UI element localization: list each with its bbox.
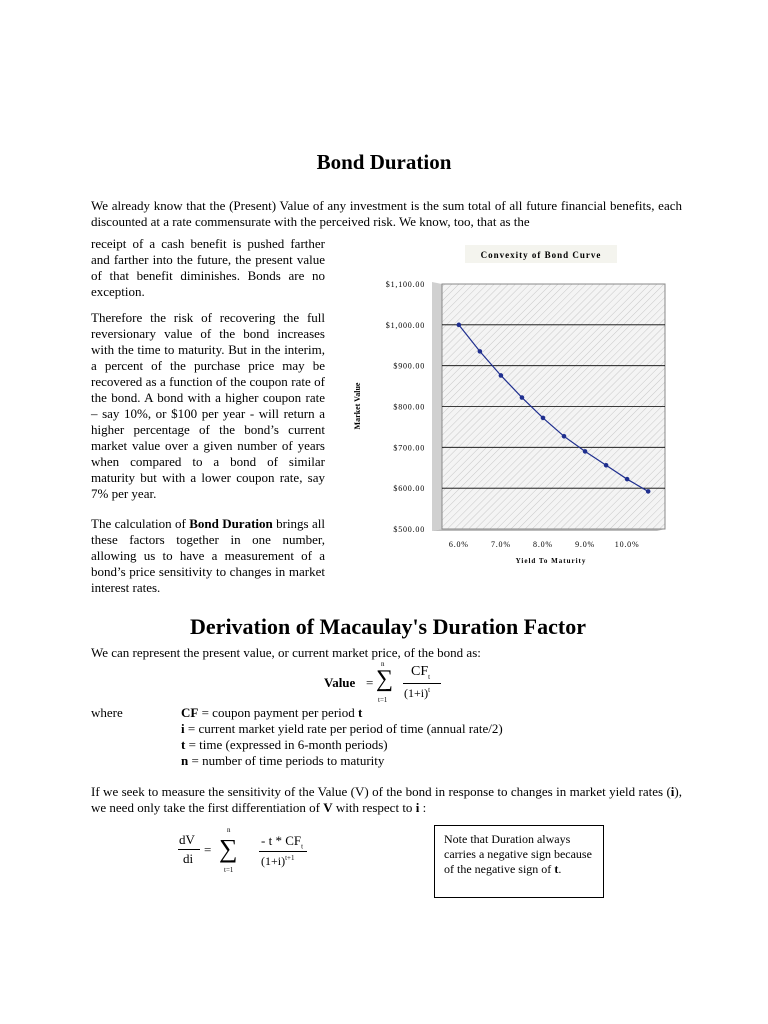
definition-t: t = time (expressed in 6-month periods) [181,737,388,752]
fraction-bar [259,851,307,852]
definition-i: i = current market yield rate per period of time (annual rate/2) [181,721,503,736]
data-point [520,395,525,400]
sum-lower: t=1 [224,866,234,874]
fraction-numerator: $CF_t$ [411,664,431,681]
y-tick-label: $500.00 [393,525,425,534]
derivative-bar [178,849,200,850]
data-point [562,434,567,439]
sensitivity-paragraph: If we seek to measure the sensitivity of the Value (V) of the bond in response to changes in market yield rates (i), we need only take the first differentiation of V with respect to i : [91,784,682,815]
y-tick-label: $600.00 [393,484,425,494]
fraction-numerator: - t * $CF_t$ [261,833,304,851]
chart-title: Convexity of Bond Curve [480,250,602,260]
note-text: Note that Duration always carries a negative sign because of the negative sign of t. [444,832,592,876]
derivative-denominator: di [183,851,194,866]
paragraph-calculation: The calculation of Bond Duration brings all these factors together in one number, allowing us to have a measurement of a bond’s price sensitivity to changes in market interest rates. [91,516,325,595]
data-point [625,477,630,482]
data-point [457,323,462,328]
where-label: where [91,705,123,720]
formula-lhs: Value [324,675,356,690]
definition-n: n = number of time periods to maturity [181,753,385,768]
x-tick-label: 7.0% [490,540,511,549]
y-tick-label: $800.00 [393,402,425,412]
data-point [583,449,588,454]
paragraph-cash-benefit: receipt of a cash benefit is pushed farther and farther into the future, the present value of that benefit diminishes. Bonds are no exception. [91,236,325,299]
y-axis-label: Market Value [353,382,362,430]
y-tick-label: $1,000.00 [385,320,425,330]
section-heading: Derivation of Macaulay's Duration Factor [190,614,586,639]
fraction-denominator: $(1+i)^t$ [404,686,431,700]
value-formula [320,660,450,710]
summation-symbol: ∑ [376,666,394,692]
data-point [478,349,483,354]
sum-upper: n [227,826,231,834]
page-title: Bond Duration [316,150,452,174]
convexity-chart [340,240,680,570]
y-tick-label: $1,100.00 [385,280,425,289]
y-tick-label: $700.00 [393,443,425,453]
plot-wall-3d [432,282,442,531]
x-tick-label: 9.0% [575,540,595,549]
x-tick-label: 8.0% [533,540,553,549]
x-tick-label: 6.0% [448,540,469,549]
x-tick-label: 10.0% [614,540,640,549]
data-point [604,463,609,468]
represent-text: We can represent the present value, or current market price, of the bond as: [91,645,481,660]
data-point [646,489,651,494]
paragraph-risk: Therefore the risk of recovering the full reversionary value of the bond increases with the time to maturity. But in the interim, a percent of the purchase price may be recovered as a function of the coupon rate of the bond. A bond with a higher coupon rate – say 10%, or $100 per year - will return a higher percentage of the bond’s current market value over a given number of years when compared to a bond of similar maturity but with a lower coupon rate, say 7% per year. [91,310,325,501]
x-axis-label: Yield To Maturity [515,557,587,565]
x-axis-ticks [449,540,640,549]
sum-lower: t=1 [378,696,388,704]
definition-cf: CF = coupon payment per period t [181,705,363,720]
fraction-bar [403,683,441,684]
summation-symbol: ∑ [219,834,238,863]
y-axis-ticks [386,280,425,534]
data-point [541,416,546,421]
derivative-formula [175,826,325,878]
fraction-denominator: $(1+i)^{t+1}$ [261,854,295,868]
y-tick-label: $900.00 [393,361,425,371]
formula-equals: = [204,842,212,857]
formula-equals: = [366,675,374,690]
derivative-numerator: dV [179,832,195,847]
sum-upper: n [381,660,385,668]
data-point [499,373,504,378]
intro-paragraph: We already know that the (Present) Value of any investment is the sum total of all future financial benefits, each discounted at a rate commensurate with the perceived risk. We know, too, that as the [91,198,682,229]
